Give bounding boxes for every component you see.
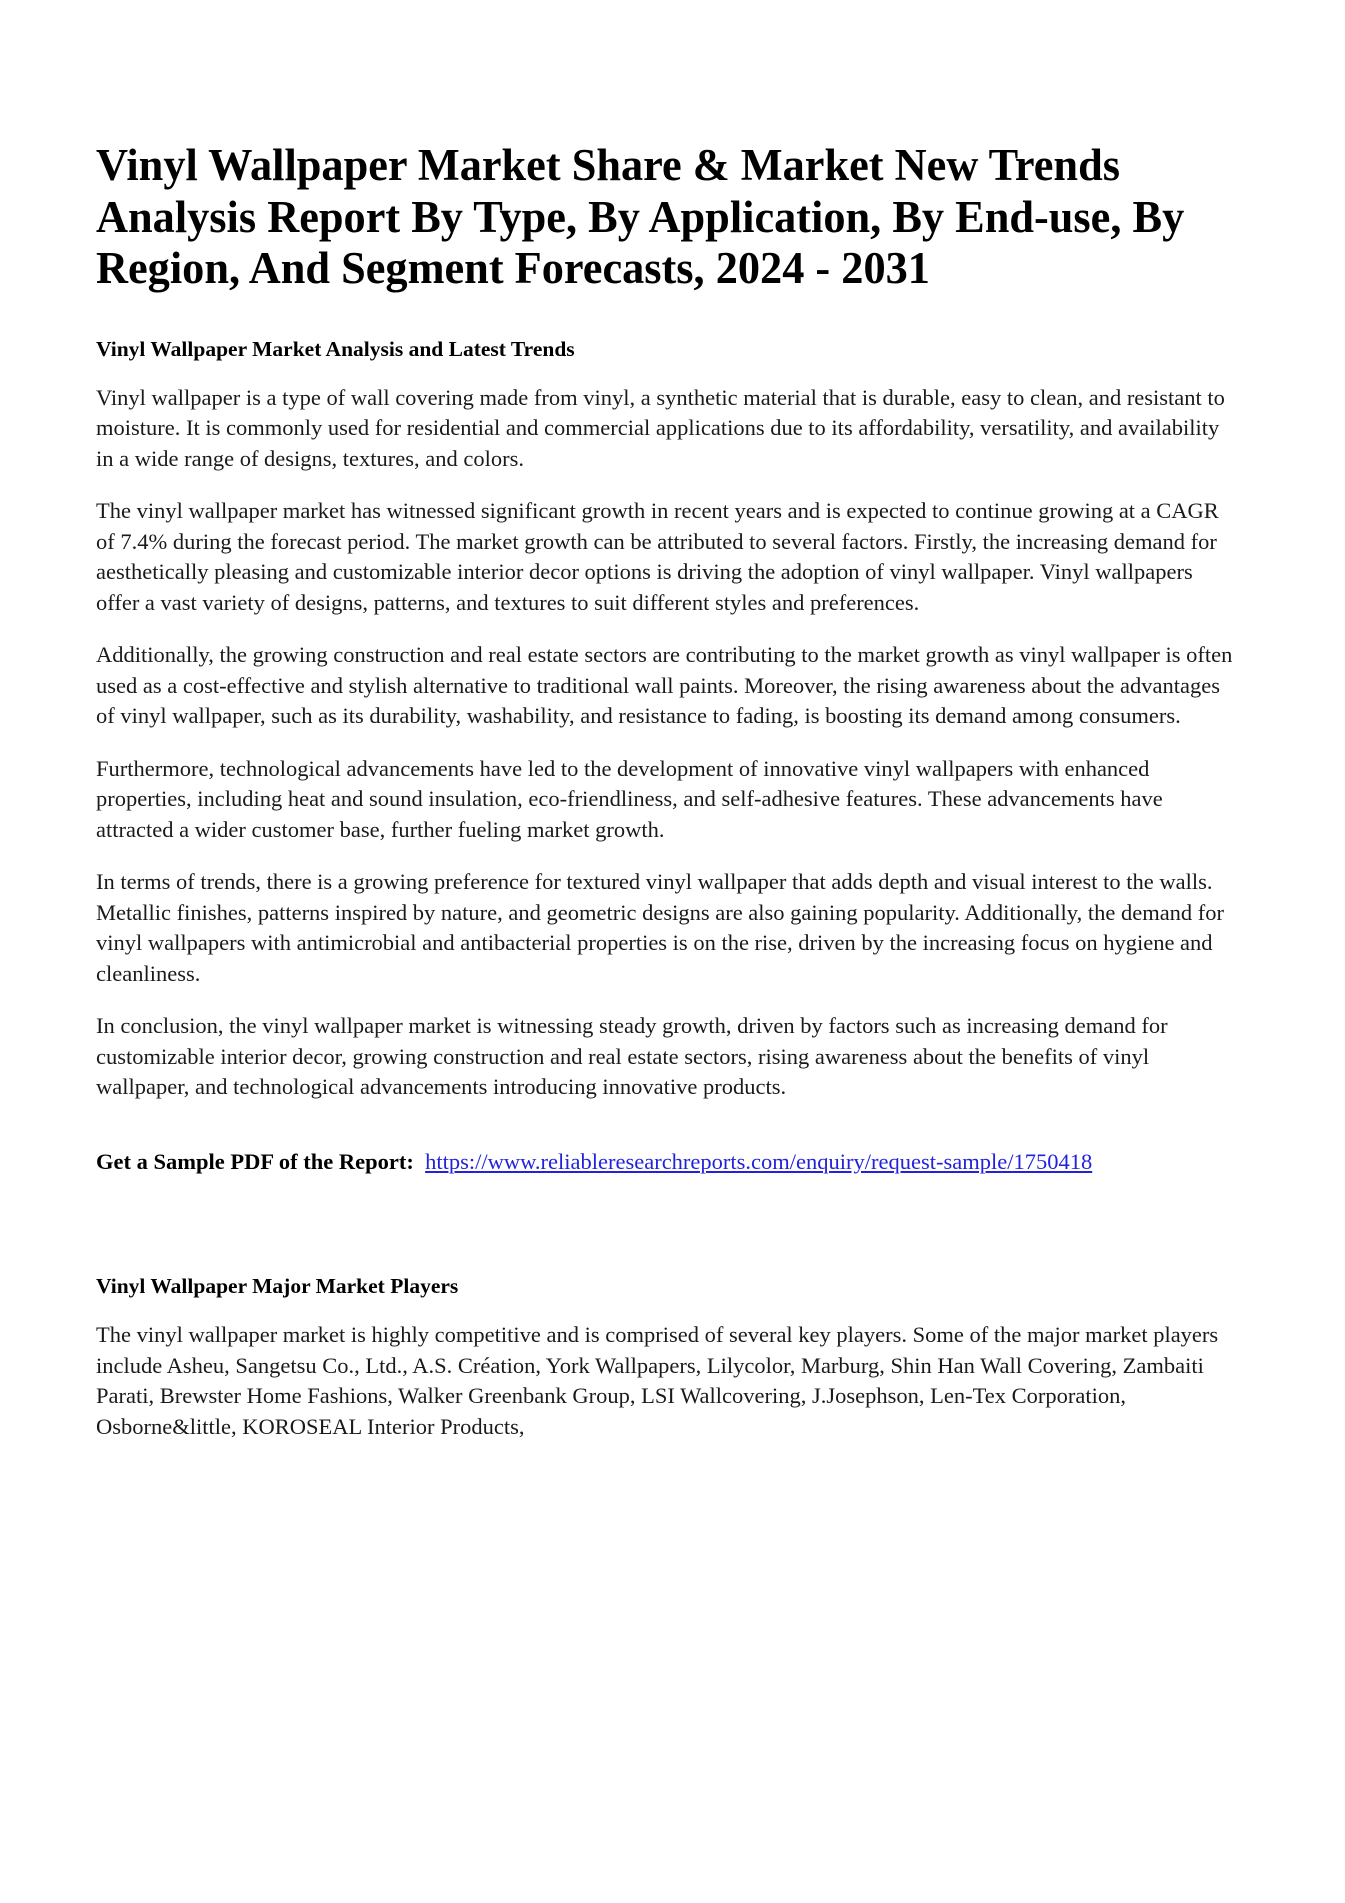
- spacer: [96, 474, 1239, 496]
- spacer: [96, 1300, 1239, 1320]
- section-heading-major-players: Vinyl Wallpaper Major Market Players: [96, 1274, 459, 1298]
- page-title: Vinyl Wallpaper Market Share & Market New Trends Analysis Report By Type, By Application, By End-use, By Region, And Segment Forecasts, 2024 - 2031: [96, 140, 1185, 293]
- request-sample-link[interactable]: https://www.reliableresearchreports.com/enquiry/request-sample/1750418: [425, 1149, 1093, 1174]
- paragraph-technology: Furthermore, technological advancements have led to the development of innovative vinyl wallpapers with enhanced properties, including heat and sound insulation, eco-friendliness, and self-adhesive features. These advancements have attracted a wider customer base, further fueling market growth.: [96, 755, 1163, 842]
- spacer: [96, 989, 1239, 1011]
- document-content: [96, 140, 1239, 1442]
- spacer: [96, 618, 1239, 640]
- spacer: [96, 295, 1239, 335]
- label-url-spacer: [414, 1149, 425, 1174]
- paragraph-major-players: The vinyl wallpaper market is highly competitive and is comprised of several key players. Some of the major market players include Asheu, Sangetsu Co., Ltd., A.S. Création, York Wallpapers, Lilycolor, Marburg, Shin Han Wall Covering, Zambaiti Parati, Brewster Home Fashions, Walker Greenbank Group, LSI Wallcovering, J.Josephson, Len-Tex Corporation, Osborne&little, KOROSEAL Interior Products,: [96, 1322, 1219, 1439]
- paragraph-trends: In terms of trends, there is a growing preference for textured vinyl wallpaper that adds depth and visual interest to the walls. Metallic finishes, patterns inspired by nature, and geometric designs are also gaining popularity. Additionally, the demand for vinyl wallpapers with antimicrobial and antibacterial properties is on the rise, driven by the increasing focus on hygiene and cleanliness.: [96, 869, 1225, 986]
- paragraph-intro: Vinyl wallpaper is a type of wall covering made from vinyl, a synthetic material that is durable, easy to clean, and resistant to moisture. It is commonly used for residential and commercial applications due to its affordability, versatility, and availability in a wide range of designs, textures, and colors.: [96, 384, 1225, 471]
- paragraph-construction-sector: Additionally, the growing construction and real estate sectors are contributing to the market growth as vinyl wallpaper is often used as a cost-effective and stylish alternative to traditional wall paints. Moreover, the rising awareness about the advantages of vinyl wallpaper, such as its durability, washability, and resistance to fading, is boosting its demand among consumers.: [96, 642, 1233, 728]
- sample-pdf-label: Get a Sample PDF of the Report:: [96, 1149, 414, 1174]
- paragraph-conclusion: In conclusion, the vinyl wallpaper market is witnessing steady growth, driven by factors such as increasing demand for customizable interior decor, growing construction and real estate sectors, rising awareness about the benefits of vinyl wallpaper, and technological advancements introducing innovative products.: [96, 1013, 1168, 1099]
- spacer: [96, 1103, 1239, 1125]
- spacer: [96, 1200, 1239, 1272]
- spacer: [96, 732, 1239, 754]
- spacer: [96, 363, 1239, 383]
- paragraph-growth-cagr: The vinyl wallpaper market has witnessed significant growth in recent years and is expected to continue growing at a CAGR of 7.4% during the forecast period. The market growth can be attributed to several factors. Firstly, the increasing demand for aesthetically pleasing and customizable interior decor options is driving the adoption of vinyl wallpaper. Vinyl wallpapers offer a vast variety of designs, patterns, and textures to suit different styles and preferences.: [96, 498, 1219, 615]
- sample-pdf-line: [96, 1147, 1239, 1178]
- spacer: [96, 845, 1239, 867]
- section-heading-market-analysis: Vinyl Wallpaper Market Analysis and Latest Trends: [96, 336, 575, 361]
